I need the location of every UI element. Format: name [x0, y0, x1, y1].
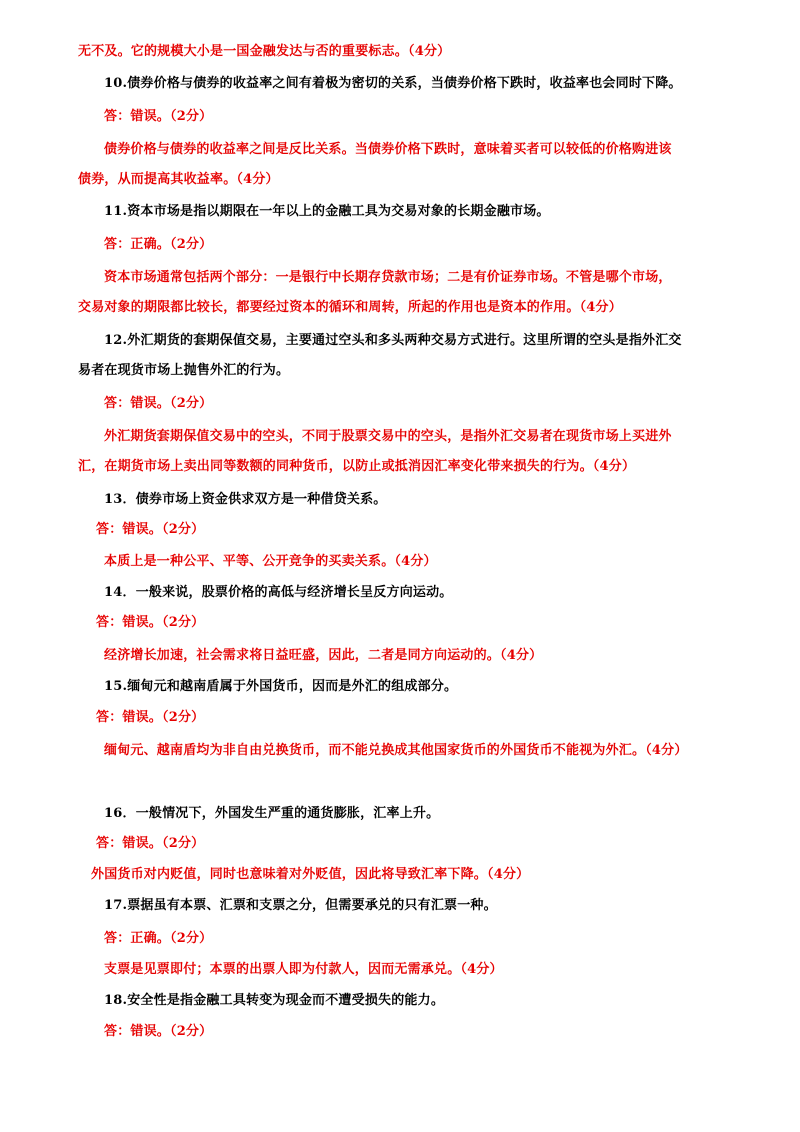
- answer-11: 答：正确。（2分）: [104, 237, 213, 252]
- question-12: 12.外汇期货的套期保值交易，主要通过空头和多头两种交易方式进行。这里所谓的空头是指外汇交: [104, 333, 682, 348]
- question-10: 10.债券价格与债券的收益率之间有着极为密切的关系，当债券价格下跌时，收益率也会同时下降。: [104, 76, 682, 91]
- answer-15: 答：错误。（2分）: [96, 710, 205, 725]
- answer-16: 答：错误。（2分）: [96, 836, 205, 851]
- question-13: 13．债券市场上资金供求双方是一种借贷关系。: [104, 492, 387, 507]
- explanation-line: 交易对象的期限都比较长，都要经过资本的循环和周转，所起的作用也是资本的作用。（4分）: [78, 300, 622, 315]
- question-12-cont: 易者在现货市场上抛售外汇的行为。: [78, 363, 290, 378]
- answer-17: 答：正确。（2分）: [104, 931, 213, 946]
- question-18: 18.安全性是指金融工具转变为现金而不遭受损失的能力。: [104, 993, 445, 1008]
- explanation-line: 债券价格与债券的收益率之间是反比关系。当债券价格下跌时，意味着买者可以较低的价格购进该: [104, 142, 672, 157]
- explanation-line: 支票是见票即付；本票的出票人即为付款人，因而无需承兑。（4分）: [104, 962, 503, 977]
- answer-18: 答：错误。（2分）: [104, 1024, 213, 1039]
- explanation-line: 汇，在期货市场上卖出同等数额的同种货币，以防止或抵消因汇率变化带来损失的行为。（4分）: [78, 459, 636, 474]
- explanation-line: 本质上是一种公平、平等、公开竞争的买卖关系。（4分）: [104, 554, 437, 569]
- explanation-line: 债券，从而提高其收益率。（4分）: [78, 172, 279, 187]
- answer-10: 答：错误。（2分）: [104, 109, 213, 124]
- explanation-line: 经济增长加速，社会需求将日益旺盛，因此，二者是同方向运动的。（4分）: [104, 648, 543, 663]
- explanation-line: 外汇期货套期保值交易中的空头，不同于股票交易中的空头，是指外汇交易者在现货市场上买进外: [104, 429, 672, 444]
- explanation-line: 外国货币对内贬值，同时也意味着对外贬值，因此将导致汇率下降。（4分）: [91, 867, 530, 882]
- question-16: 16．一般情况下，外国发生严重的通货膨胀，汇率上升。: [104, 806, 440, 821]
- question-11: 11.资本市场是指以期限在一年以上的金融工具为交易对象的长期金融市场。: [104, 204, 550, 219]
- answer-13: 答：错误。（2分）: [96, 522, 205, 537]
- explanation-line: 资本市场通常包括两个部分：一是银行中长期存贷款市场；二是有价证券市场。不管是哪个市场，: [104, 270, 672, 285]
- answer-12: 答：错误。（2分）: [104, 396, 213, 411]
- explanation-line: 缅甸元、越南盾均为非自由兑换货币，而不能兑换成其他国家货币的外国货币不能视为外汇。（4分）: [104, 743, 688, 758]
- answer-14: 答：错误。（2分）: [96, 615, 205, 630]
- question-15: 15.缅甸元和越南盾属于外国货币，因而是外汇的组成部分。: [104, 679, 458, 694]
- question-17: 17.票据虽有本票、汇票和支票之分，但需要承兑的只有汇票一种。: [104, 898, 497, 913]
- question-14: 14．一般来说，股票价格的高低与经济增长呈反方向运动。: [104, 585, 453, 600]
- explanation-line: 无不及。它的规模大小是一国金融发达与否的重要标志。（4分）: [78, 44, 451, 59]
